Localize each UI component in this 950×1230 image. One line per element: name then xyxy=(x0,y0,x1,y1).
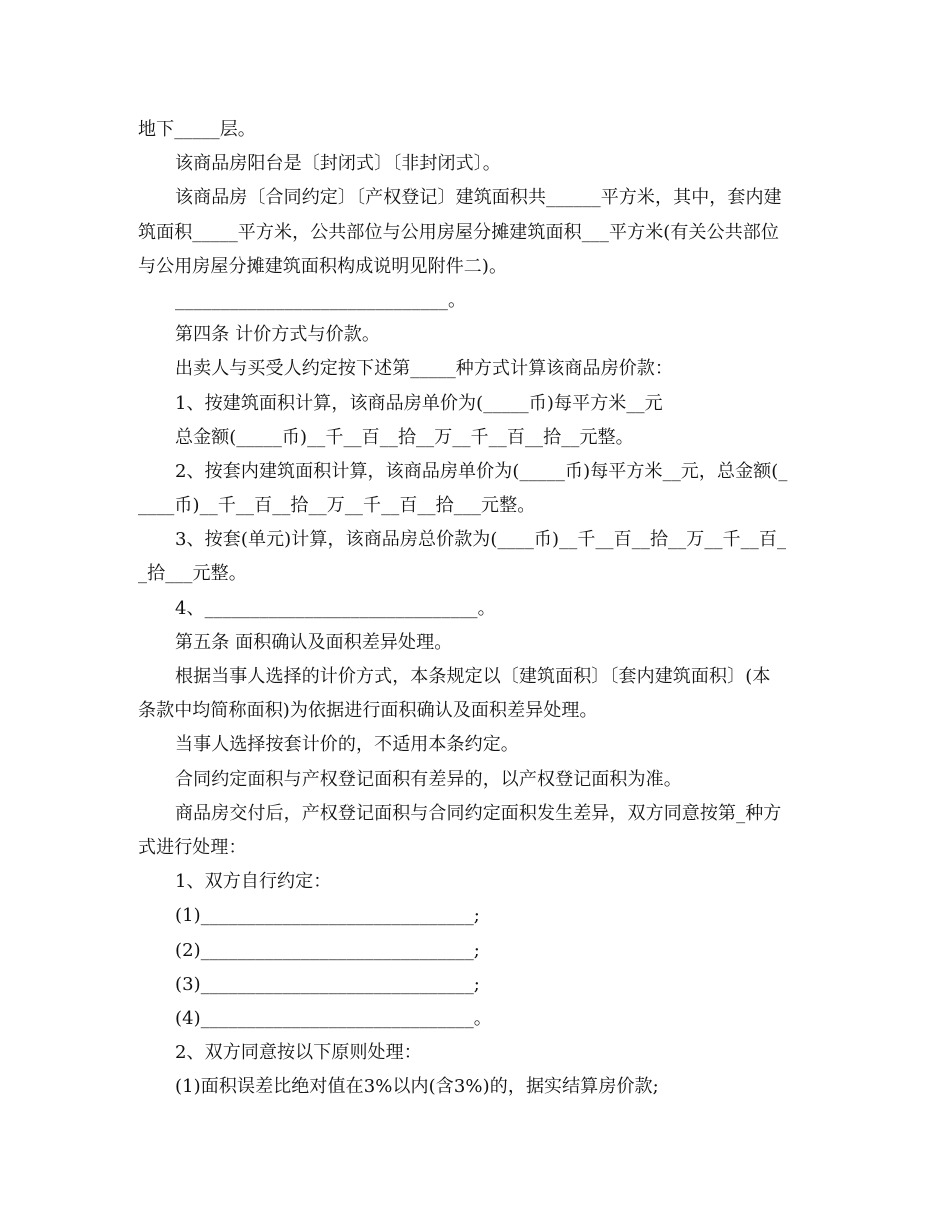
text-line: 根据当事人选择的计价方式，本条规定以〔建筑面积〕〔套内建筑面积〕(本 xyxy=(175,666,771,687)
text-line: _拾___元整。 xyxy=(138,563,247,585)
text-line: 3、按套(单元)计算，该商品房总价款为(____币)__千__百__拾__万__千__百_ xyxy=(175,529,787,551)
text-line: 4、______________________________。 xyxy=(175,597,496,619)
section-heading-5: 第五条 面积确认及面积差异处理。 xyxy=(175,631,453,653)
text-line: 商品房交付后，产权登记面积与合同约定面积发生差异，双方同意按第_种方 xyxy=(175,802,782,824)
text-line: (4)______________________________。 xyxy=(175,1007,492,1029)
text-line: 出卖人与买受人约定按下述第_____种方式计算该商品房价款： xyxy=(175,358,673,380)
text-line: 总金额(_____币)__千__百__拾__万__千__百__拾__元整。 xyxy=(175,426,634,448)
text-line: 该商品房阳台是〔封闭式〕〔非封闭式〕。 xyxy=(175,153,501,175)
text-line: ______________________________。 xyxy=(175,289,467,311)
text-line: 式进行处理： xyxy=(138,836,247,858)
text-line: 1、双方自行约定： xyxy=(175,871,332,893)
text-line: (1)面积误差比绝对值在3%以内(含3%)的，据实结算房价款; xyxy=(175,1076,659,1098)
text-line: 2、双方同意按以下原则处理： xyxy=(175,1042,422,1064)
text-line: 1、按建筑面积计算，该商品房单价为(_____币)每平方米__元 xyxy=(175,392,663,414)
contract-text xyxy=(138,113,818,1104)
text-line: 2、按套内建筑面积计算，该商品房单价为(_____币)每平方米__元，总金额(_ xyxy=(175,460,788,482)
text-line: (3)______________________________; xyxy=(175,973,480,995)
text-line: 条款中均简称面积)为依据进行面积确认及面积差异处理。 xyxy=(138,700,598,722)
text-line: (1)______________________________; xyxy=(175,905,480,927)
text-line: 合同约定面积与产权登记面积有差异的，以产权登记面积为准。 xyxy=(175,768,682,790)
text-line: (2)______________________________; xyxy=(175,939,480,961)
text-line: 筑面积_____平方米，公共部位与公用房屋分摊建筑面积___平方米(有关公共部位 xyxy=(138,221,780,243)
text-line: 与公用房屋分摊建筑面积构成说明见附件二)。 xyxy=(138,255,508,277)
text-line: 当事人选择按套计价的，不适用本条约定。 xyxy=(175,734,519,756)
section-heading-4: 第四条 计价方式与价款。 xyxy=(175,324,380,346)
text-line: 该商品房〔合同约定〕〔产权登记〕建筑面积共______平方米，其中，套内建 xyxy=(175,187,782,209)
text-line: ____币)__千__百__拾__万__千__百__拾___元整。 xyxy=(138,495,536,517)
text-line: 地下_____层。 xyxy=(138,119,256,140)
